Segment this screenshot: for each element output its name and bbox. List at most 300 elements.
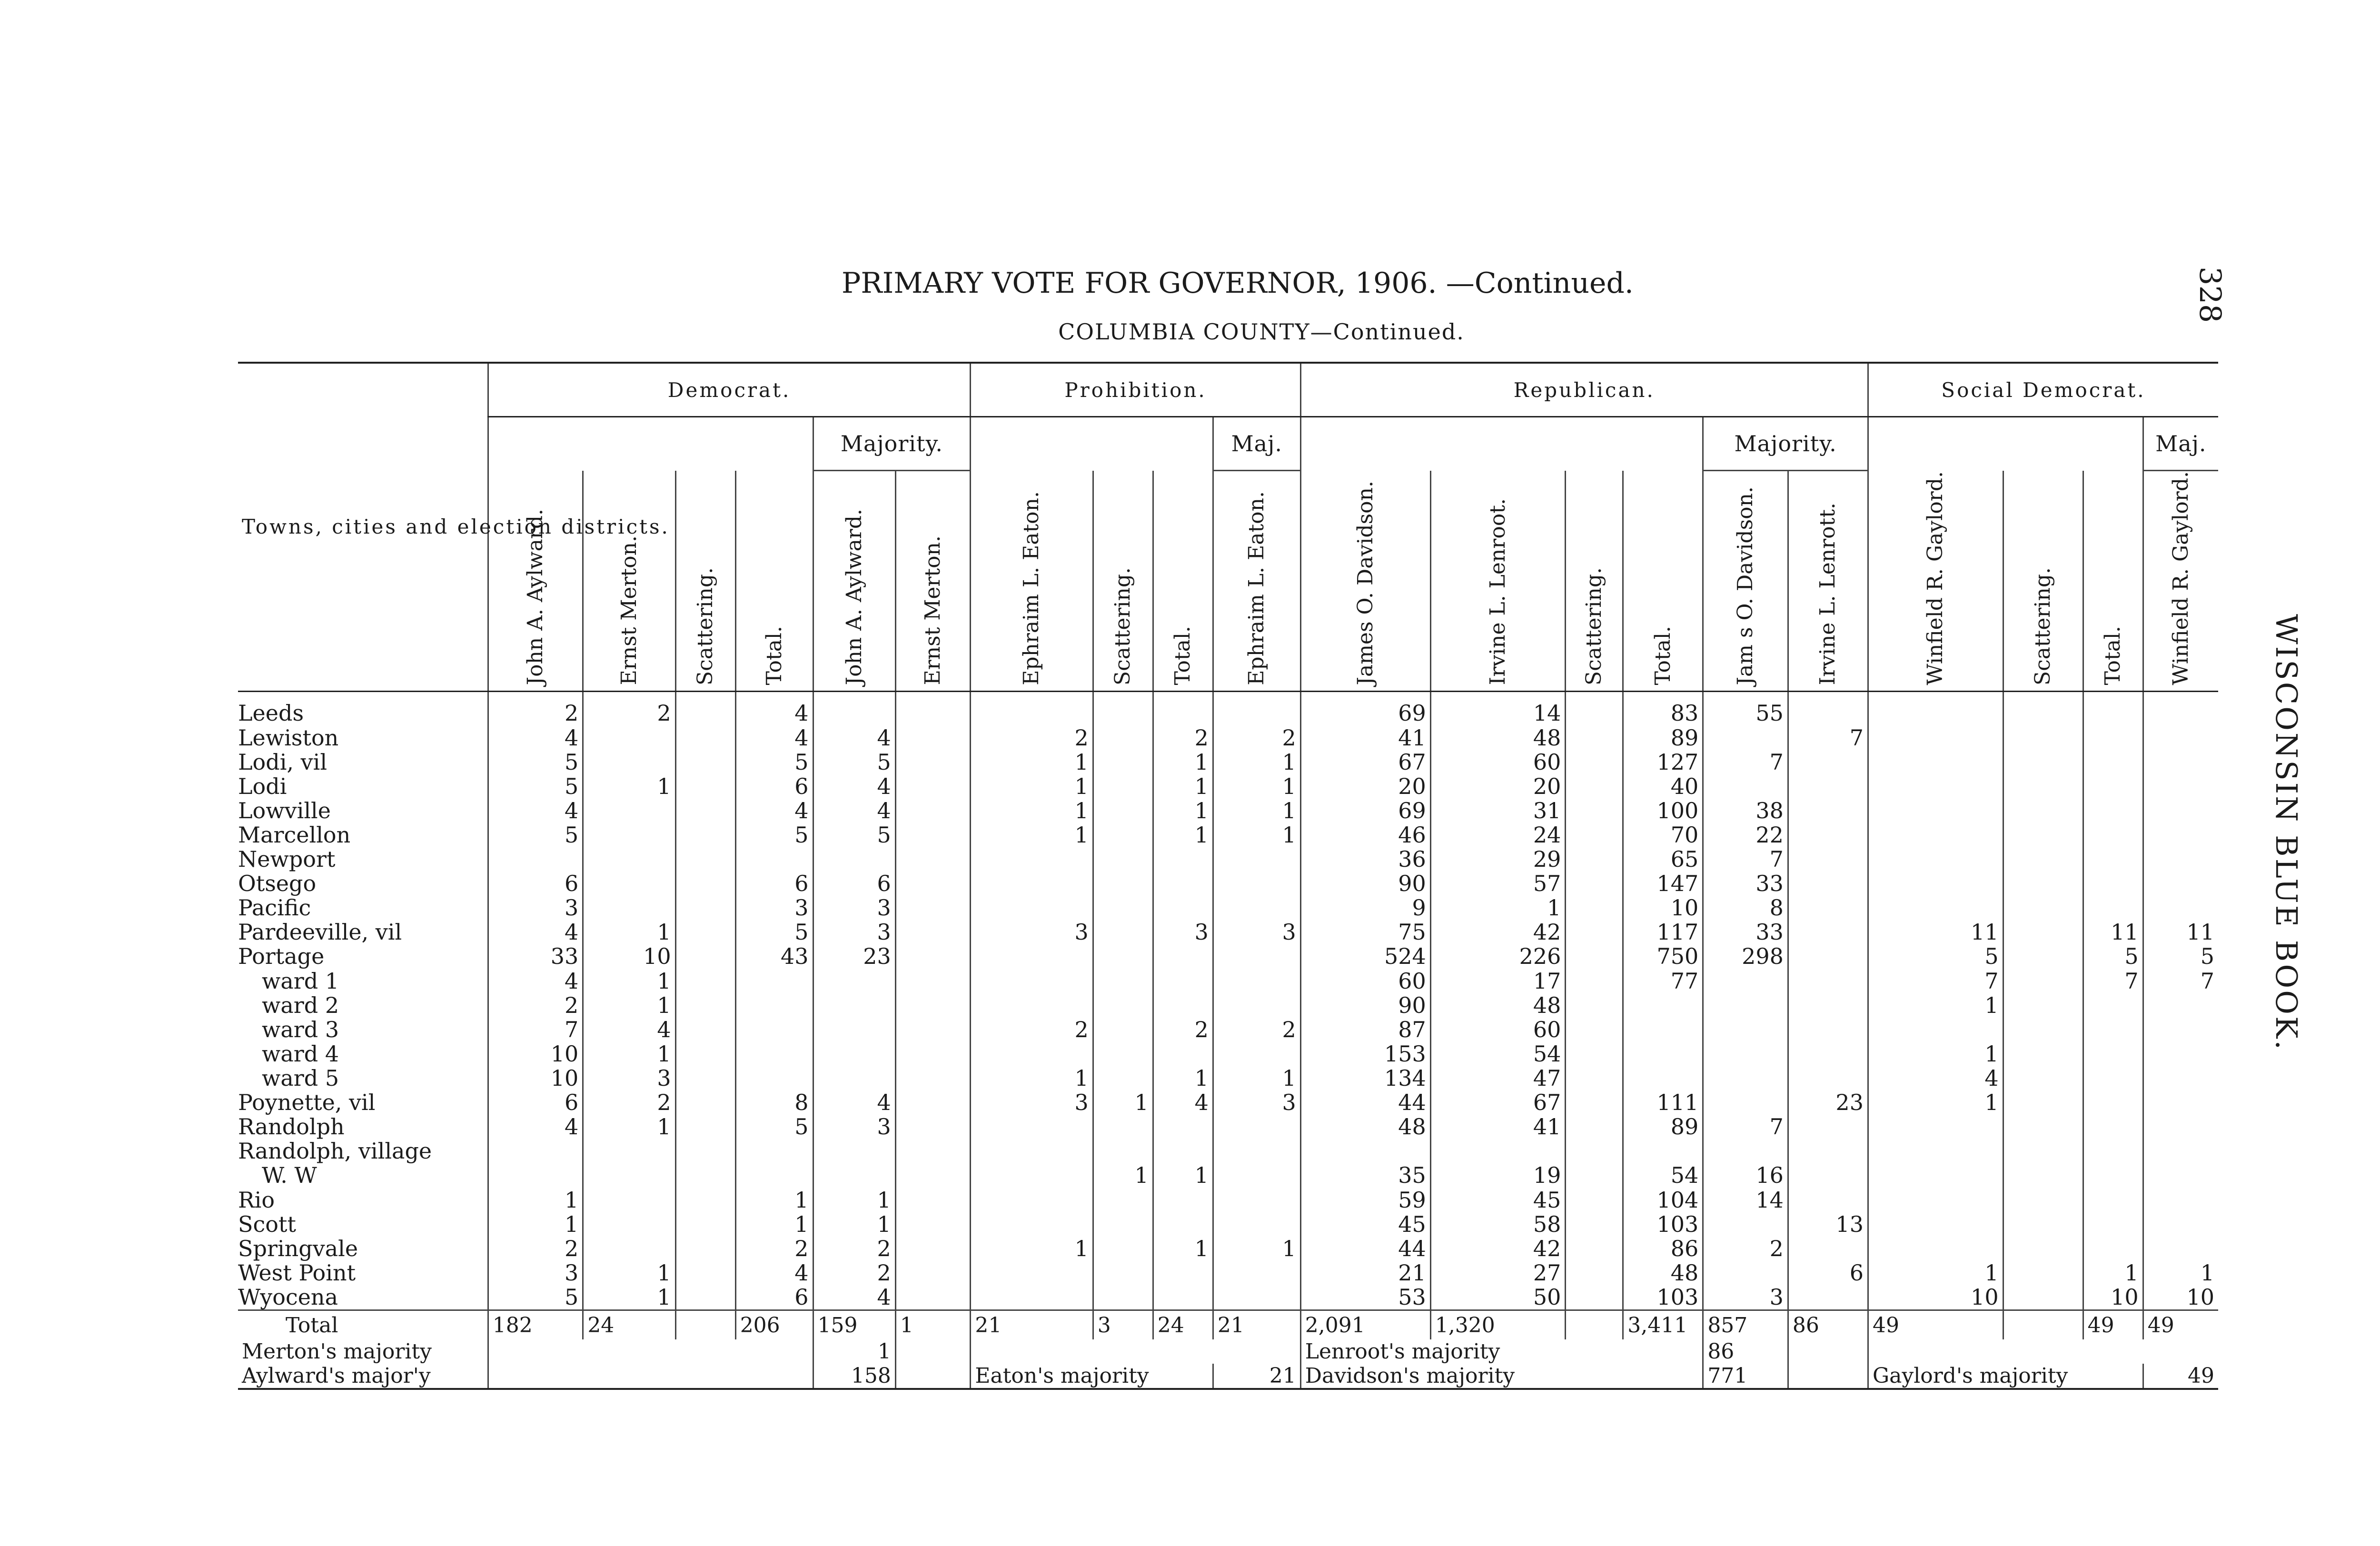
vote-cell: 4 bbox=[488, 725, 583, 750]
vote-cell bbox=[1788, 969, 1868, 993]
column-header bbox=[1566, 471, 1623, 692]
table-row bbox=[238, 896, 2218, 920]
vote-cell: 4 bbox=[488, 798, 583, 823]
vote-cell: 5 bbox=[813, 823, 895, 847]
vote-cell bbox=[895, 1188, 971, 1212]
vote-cell: 53 bbox=[1300, 1285, 1430, 1310]
vote-cell bbox=[735, 1066, 813, 1090]
vote-cell bbox=[1566, 1017, 1623, 1041]
vote-cell: 9 bbox=[1300, 896, 1430, 920]
gaylord-majority-label: Gaylord's majority bbox=[1868, 1364, 2143, 1389]
primary-vote-table bbox=[238, 362, 2218, 1390]
vote-cell bbox=[1788, 993, 1868, 1017]
vote-cell bbox=[1093, 1115, 1153, 1139]
total-cell: 206 bbox=[735, 1310, 813, 1340]
table-row bbox=[238, 1163, 2218, 1188]
vote-cell: 100 bbox=[1623, 798, 1703, 823]
vote-cell: 50 bbox=[1430, 1285, 1566, 1310]
column-header-label: James O. Davidson. bbox=[1353, 480, 1378, 685]
vote-cell bbox=[895, 920, 971, 944]
vote-cell bbox=[488, 847, 583, 872]
vote-cell bbox=[1703, 1066, 1788, 1090]
vote-cell bbox=[1093, 1041, 1153, 1066]
vote-cell bbox=[2083, 993, 2143, 1017]
vote-cell bbox=[1566, 847, 1623, 872]
column-header bbox=[2143, 471, 2218, 692]
vote-cell: 2 bbox=[813, 1236, 895, 1260]
vote-cell bbox=[2143, 1066, 2218, 1090]
vote-cell bbox=[1213, 847, 1300, 872]
vote-cell: 4 bbox=[813, 774, 895, 798]
vote-cell: 22 bbox=[1703, 823, 1788, 847]
vote-cell: 750 bbox=[1623, 944, 1703, 969]
vote-cell: 2 bbox=[583, 691, 675, 725]
vote-cell: 1 bbox=[1153, 1163, 1213, 1188]
vote-cell bbox=[1788, 774, 1868, 798]
aylward-majority-value: 158 bbox=[813, 1364, 895, 1389]
vote-cell bbox=[2003, 1188, 2083, 1212]
total-cell: 21 bbox=[971, 1310, 1093, 1340]
vote-cell bbox=[971, 896, 1093, 920]
vote-cell: 7 bbox=[2143, 969, 2218, 993]
column-header-label: Scattering. bbox=[2031, 567, 2055, 685]
vote-cell bbox=[1868, 1163, 2003, 1188]
vote-cell: 1 bbox=[1153, 1066, 1213, 1090]
vote-cell bbox=[1788, 944, 1868, 969]
vote-cell: 1 bbox=[488, 1212, 583, 1236]
vote-cell bbox=[1213, 872, 1300, 896]
vote-cell: 1 bbox=[735, 1212, 813, 1236]
vote-cell bbox=[2143, 750, 2218, 774]
column-header bbox=[2083, 471, 2143, 692]
vote-cell: 4 bbox=[488, 1115, 583, 1139]
vote-cell: 44 bbox=[1300, 1236, 1430, 1260]
vote-cell bbox=[1153, 993, 1213, 1017]
vote-cell: 43 bbox=[735, 944, 813, 969]
vote-cell: 40 bbox=[1623, 774, 1703, 798]
party-header-republican: Republican. bbox=[1300, 363, 1868, 417]
vote-cell bbox=[1623, 1041, 1703, 1066]
vote-cell bbox=[2143, 847, 2218, 872]
vote-cell bbox=[1566, 725, 1623, 750]
vote-cell bbox=[2003, 1236, 2083, 1260]
vote-cell bbox=[1566, 774, 1623, 798]
vote-cell bbox=[1788, 823, 1868, 847]
vote-cell bbox=[675, 1066, 735, 1090]
total-label: Total bbox=[238, 1310, 488, 1340]
vote-cell bbox=[2143, 1041, 2218, 1066]
vote-cell: 10 bbox=[488, 1066, 583, 1090]
vote-cell: 29 bbox=[1430, 847, 1566, 872]
vote-cell bbox=[675, 1212, 735, 1236]
vote-cell: 11 bbox=[2143, 920, 2218, 944]
vote-cell: 4 bbox=[735, 1260, 813, 1285]
vote-cell: 5 bbox=[1868, 944, 2003, 969]
vote-cell: 33 bbox=[1703, 920, 1788, 944]
vote-cell: 35 bbox=[1300, 1163, 1430, 1188]
town-name: ward 2 bbox=[262, 992, 339, 1018]
vote-cell bbox=[2143, 1236, 2218, 1260]
vote-cell: 48 bbox=[1300, 1115, 1430, 1139]
vote-cell bbox=[971, 1260, 1093, 1285]
vote-cell: 1 bbox=[971, 750, 1093, 774]
vote-cell bbox=[1566, 1188, 1623, 1212]
total-cell: 49 bbox=[1868, 1310, 2003, 1340]
vote-cell bbox=[583, 1212, 675, 1236]
vote-cell: 42 bbox=[1430, 1236, 1566, 1260]
vote-cell: 77 bbox=[1623, 969, 1703, 993]
vote-cell: 1 bbox=[1868, 1041, 2003, 1066]
column-header-label: John A. Aylward. bbox=[842, 509, 866, 685]
town-name: Pacific bbox=[238, 895, 311, 921]
vote-cell bbox=[1566, 823, 1623, 847]
vote-cell bbox=[895, 725, 971, 750]
vote-cell: 27 bbox=[1430, 1260, 1566, 1285]
total-cell: 159 bbox=[813, 1310, 895, 1340]
vote-cell bbox=[1566, 920, 1623, 944]
vote-cell: 1 bbox=[813, 1212, 895, 1236]
vote-cell bbox=[1566, 1285, 1623, 1310]
vote-cell bbox=[895, 1260, 971, 1285]
vote-cell bbox=[1703, 725, 1788, 750]
vote-cell: 6 bbox=[735, 774, 813, 798]
vote-cell bbox=[1153, 1139, 1213, 1163]
vote-cell bbox=[813, 1139, 895, 1163]
column-header-label: Winfield R. Gaylord. bbox=[2168, 471, 2193, 685]
vote-cell bbox=[2003, 774, 2083, 798]
vote-cell: 2 bbox=[1703, 1236, 1788, 1260]
vote-cell bbox=[1093, 920, 1153, 944]
vote-cell bbox=[1566, 1236, 1623, 1260]
vote-cell: 1 bbox=[1868, 1260, 2003, 1285]
stub-header: Towns, cities and election districts. bbox=[238, 363, 488, 691]
vote-cell: 90 bbox=[1300, 993, 1430, 1017]
lenroot-majority-label: Lenroot's majority bbox=[1300, 1339, 1703, 1364]
table-row bbox=[238, 920, 2218, 944]
vote-cell: 3 bbox=[1213, 1090, 1300, 1115]
vote-cell bbox=[2003, 872, 2083, 896]
vote-cell bbox=[813, 691, 895, 725]
vote-cell bbox=[2003, 1017, 2083, 1041]
total-cell: 24 bbox=[583, 1310, 675, 1340]
vote-cell: 1 bbox=[1430, 896, 1566, 920]
column-header-label: Ephraim L. Eaton. bbox=[1019, 491, 1044, 685]
vote-cell: 3 bbox=[971, 1090, 1093, 1115]
vote-cell: 4 bbox=[1868, 1066, 2003, 1090]
vote-cell bbox=[1788, 872, 1868, 896]
vote-cell bbox=[2003, 1041, 2083, 1066]
party-header-prohibition: Prohibition. bbox=[971, 363, 1300, 417]
vote-cell bbox=[1703, 969, 1788, 993]
vote-cell: 1 bbox=[1153, 1236, 1213, 1260]
vote-cell: 134 bbox=[1300, 1066, 1430, 1090]
vote-cell bbox=[895, 1017, 971, 1041]
vote-cell bbox=[675, 847, 735, 872]
vote-cell: 16 bbox=[1703, 1163, 1788, 1188]
vote-cell: 10 bbox=[2143, 1285, 2218, 1310]
town-name: Lodi, vil bbox=[238, 749, 327, 775]
vote-cell: 45 bbox=[1430, 1188, 1566, 1212]
vote-cell: 65 bbox=[1623, 847, 1703, 872]
vote-cell: 1 bbox=[583, 1285, 675, 1310]
table-row bbox=[238, 1285, 2218, 1310]
vote-cell bbox=[583, 1236, 675, 1260]
vote-cell bbox=[1153, 1285, 1213, 1310]
vote-cell: 7 bbox=[1703, 1115, 1788, 1139]
vote-cell bbox=[895, 944, 971, 969]
vote-cell: 2 bbox=[1153, 725, 1213, 750]
vote-cell: 5 bbox=[735, 920, 813, 944]
town-name: Lodi bbox=[238, 773, 287, 799]
vote-cell bbox=[971, 1041, 1093, 1066]
vote-cell: 3 bbox=[488, 896, 583, 920]
vote-cell: 2 bbox=[971, 1017, 1093, 1041]
page-subtitle: COLUMBIA COUNTY—Continued. bbox=[1058, 319, 1465, 345]
table-row bbox=[238, 1017, 2218, 1041]
vote-cell: 1 bbox=[1213, 798, 1300, 823]
town-name: Lowville bbox=[238, 797, 331, 823]
vote-cell bbox=[1093, 847, 1153, 872]
vote-cell bbox=[1153, 1115, 1213, 1139]
table-row bbox=[238, 872, 2218, 896]
vote-cell bbox=[2083, 691, 2143, 725]
vote-cell bbox=[583, 896, 675, 920]
vote-cell: 47 bbox=[1430, 1066, 1566, 1090]
vote-cell bbox=[2083, 1090, 2143, 1115]
table-row bbox=[238, 944, 2218, 969]
vote-cell: 3 bbox=[1703, 1285, 1788, 1310]
vote-cell: 10 bbox=[1623, 896, 1703, 920]
column-header bbox=[1623, 471, 1703, 692]
vote-cell bbox=[1788, 1285, 1868, 1310]
vote-cell bbox=[1153, 847, 1213, 872]
vote-cell: 20 bbox=[1300, 774, 1430, 798]
vote-cell bbox=[1093, 798, 1153, 823]
total-cell bbox=[1566, 1310, 1623, 1340]
vote-cell: 87 bbox=[1300, 1017, 1430, 1041]
vote-cell bbox=[2083, 847, 2143, 872]
vote-cell bbox=[1093, 1285, 1153, 1310]
vote-cell: 4 bbox=[488, 920, 583, 944]
vote-cell bbox=[675, 969, 735, 993]
town-name: ward 5 bbox=[262, 1065, 339, 1091]
vote-cell: 54 bbox=[1623, 1163, 1703, 1188]
vote-cell bbox=[1566, 1115, 1623, 1139]
vote-cell: 7 bbox=[1703, 847, 1788, 872]
aylward-majority-label: Aylward's major'y bbox=[238, 1364, 488, 1389]
vote-cell bbox=[1868, 847, 2003, 872]
vote-cell: 5 bbox=[488, 750, 583, 774]
vote-cell bbox=[2003, 1090, 2083, 1115]
vote-cell: 1 bbox=[2143, 1260, 2218, 1285]
vote-cell bbox=[895, 1115, 971, 1139]
vote-cell bbox=[583, 1188, 675, 1212]
majority-header-social-democrat: Maj. bbox=[2143, 417, 2218, 471]
vote-cell bbox=[488, 1163, 583, 1188]
table-row bbox=[238, 1041, 2218, 1066]
vote-cell bbox=[583, 798, 675, 823]
vote-cell bbox=[971, 691, 1093, 725]
vote-cell bbox=[675, 1163, 735, 1188]
vote-cell: 55 bbox=[1703, 691, 1788, 725]
vote-cell bbox=[2143, 691, 2218, 725]
vote-cell bbox=[675, 823, 735, 847]
vote-cell bbox=[971, 993, 1093, 1017]
vote-cell bbox=[2143, 1139, 2218, 1163]
table-row bbox=[238, 969, 2218, 993]
vote-cell: 104 bbox=[1623, 1188, 1703, 1212]
vote-cell bbox=[2143, 774, 2218, 798]
vote-cell: 4 bbox=[735, 691, 813, 725]
vote-cell bbox=[813, 1041, 895, 1066]
total-cell: 24 bbox=[1153, 1310, 1213, 1340]
table-row bbox=[238, 691, 2218, 725]
vote-cell bbox=[2143, 1090, 2218, 1115]
total-cell: 857 bbox=[1703, 1310, 1788, 1340]
vote-cell bbox=[2083, 872, 2143, 896]
vote-cell: 31 bbox=[1430, 798, 1566, 823]
vote-cell bbox=[1703, 1090, 1788, 1115]
vote-cell: 3 bbox=[1153, 920, 1213, 944]
vote-cell bbox=[2003, 750, 2083, 774]
vote-cell bbox=[895, 969, 971, 993]
vote-cell bbox=[2083, 725, 2143, 750]
vote-cell bbox=[895, 774, 971, 798]
vote-cell bbox=[1788, 1066, 1868, 1090]
davidson-majority-label: Davidson's majority bbox=[1300, 1364, 1703, 1389]
column-header bbox=[2003, 471, 2083, 692]
vote-cell: 4 bbox=[813, 1090, 895, 1115]
vote-cell: 2 bbox=[488, 691, 583, 725]
vote-cell bbox=[1868, 798, 2003, 823]
vote-cell bbox=[813, 1017, 895, 1041]
majority-header-democrat: Majority. bbox=[813, 417, 971, 471]
vote-cell bbox=[1213, 1139, 1300, 1163]
town-name: Randolph bbox=[238, 1114, 345, 1140]
vote-cell: 2 bbox=[488, 1236, 583, 1260]
table-row bbox=[238, 1260, 2218, 1285]
vote-cell: 1 bbox=[1868, 993, 2003, 1017]
vote-cell bbox=[1868, 1188, 2003, 1212]
table-row bbox=[238, 1139, 2218, 1163]
vote-cell bbox=[2003, 1285, 2083, 1310]
table-row bbox=[238, 1115, 2218, 1139]
total-cell: 1 bbox=[895, 1310, 971, 1340]
vote-cell bbox=[2143, 798, 2218, 823]
table-row bbox=[238, 993, 2218, 1017]
column-header bbox=[1430, 471, 1566, 692]
vote-cell: 24 bbox=[1430, 823, 1566, 847]
vote-cell: 6 bbox=[735, 1285, 813, 1310]
vote-cell bbox=[895, 798, 971, 823]
column-header bbox=[1300, 471, 1430, 692]
vote-cell bbox=[735, 847, 813, 872]
vote-cell bbox=[1788, 1236, 1868, 1260]
vote-cell: 5 bbox=[488, 1285, 583, 1310]
vote-cell bbox=[675, 1260, 735, 1285]
vote-cell: 1 bbox=[1213, 1066, 1300, 1090]
vote-cell bbox=[2083, 1017, 2143, 1041]
vote-cell: 6 bbox=[488, 872, 583, 896]
total-cell: 2,091 bbox=[1300, 1310, 1430, 1340]
vote-cell bbox=[1213, 944, 1300, 969]
column-header-label: Ephraim L. Eaton. bbox=[1244, 491, 1269, 685]
vote-cell bbox=[971, 847, 1093, 872]
vote-cell: 10 bbox=[488, 1041, 583, 1066]
vote-cell bbox=[1153, 1041, 1213, 1066]
vote-cell bbox=[1093, 725, 1153, 750]
vote-cell: 3 bbox=[583, 1066, 675, 1090]
vote-cell: 33 bbox=[1703, 872, 1788, 896]
vote-cell: 83 bbox=[1623, 691, 1703, 725]
vote-cell bbox=[1213, 1115, 1300, 1139]
page-title: PRIMARY VOTE FOR GOVERNOR, 1906. —Continued. bbox=[842, 267, 1634, 300]
vote-cell bbox=[1788, 1139, 1868, 1163]
vote-cell: 67 bbox=[1300, 750, 1430, 774]
vote-cell: 1 bbox=[1153, 774, 1213, 798]
vote-cell bbox=[1623, 1066, 1703, 1090]
vote-cell bbox=[2003, 1115, 2083, 1139]
vote-cell bbox=[2143, 1163, 2218, 1188]
vote-cell: 7 bbox=[2083, 969, 2143, 993]
vote-cell: 1 bbox=[971, 1236, 1093, 1260]
column-header-label: Total. bbox=[1650, 626, 1675, 685]
vote-cell bbox=[895, 691, 971, 725]
vote-cell bbox=[1213, 1163, 1300, 1188]
vote-cell: 11 bbox=[1868, 920, 2003, 944]
vote-cell bbox=[1566, 872, 1623, 896]
vote-cell: 10 bbox=[2083, 1285, 2143, 1310]
vote-cell bbox=[2083, 1236, 2143, 1260]
vote-cell bbox=[2083, 1066, 2143, 1090]
vote-cell bbox=[971, 969, 1093, 993]
vote-cell bbox=[1703, 1017, 1788, 1041]
vote-cell: 2 bbox=[1153, 1017, 1213, 1041]
vote-cell bbox=[895, 896, 971, 920]
vote-cell bbox=[1093, 750, 1153, 774]
column-header bbox=[675, 471, 735, 692]
vote-cell bbox=[971, 1139, 1093, 1163]
vote-cell: 2 bbox=[813, 1260, 895, 1285]
vote-cell bbox=[1566, 750, 1623, 774]
vote-cell bbox=[735, 969, 813, 993]
column-header bbox=[583, 471, 675, 692]
vote-cell: 1 bbox=[1213, 1236, 1300, 1260]
vote-cell bbox=[2083, 1139, 2143, 1163]
vote-cell bbox=[1093, 1260, 1153, 1285]
column-header bbox=[813, 471, 895, 692]
vote-cell bbox=[1213, 691, 1300, 725]
vote-cell bbox=[2143, 896, 2218, 920]
vote-cell: 8 bbox=[1703, 896, 1788, 920]
vote-cell: 6 bbox=[1788, 1260, 1868, 1285]
vote-cell bbox=[1566, 1066, 1623, 1090]
vote-cell: 5 bbox=[488, 774, 583, 798]
vote-cell bbox=[895, 1163, 971, 1188]
majority-header-prohibition: Maj. bbox=[1213, 417, 1300, 471]
column-header-label: Ernst Merton. bbox=[921, 535, 945, 685]
vote-cell bbox=[2003, 798, 2083, 823]
vote-cell: 1 bbox=[583, 969, 675, 993]
town-name: Rio bbox=[238, 1187, 275, 1213]
vote-cell bbox=[895, 1212, 971, 1236]
vote-cell: 3 bbox=[488, 1260, 583, 1285]
vote-cell bbox=[1868, 774, 2003, 798]
vote-cell: 3 bbox=[813, 920, 895, 944]
vote-cell: 1 bbox=[1153, 798, 1213, 823]
eaton-majority-value: 21 bbox=[1213, 1364, 1300, 1389]
vote-cell bbox=[1788, 1115, 1868, 1139]
